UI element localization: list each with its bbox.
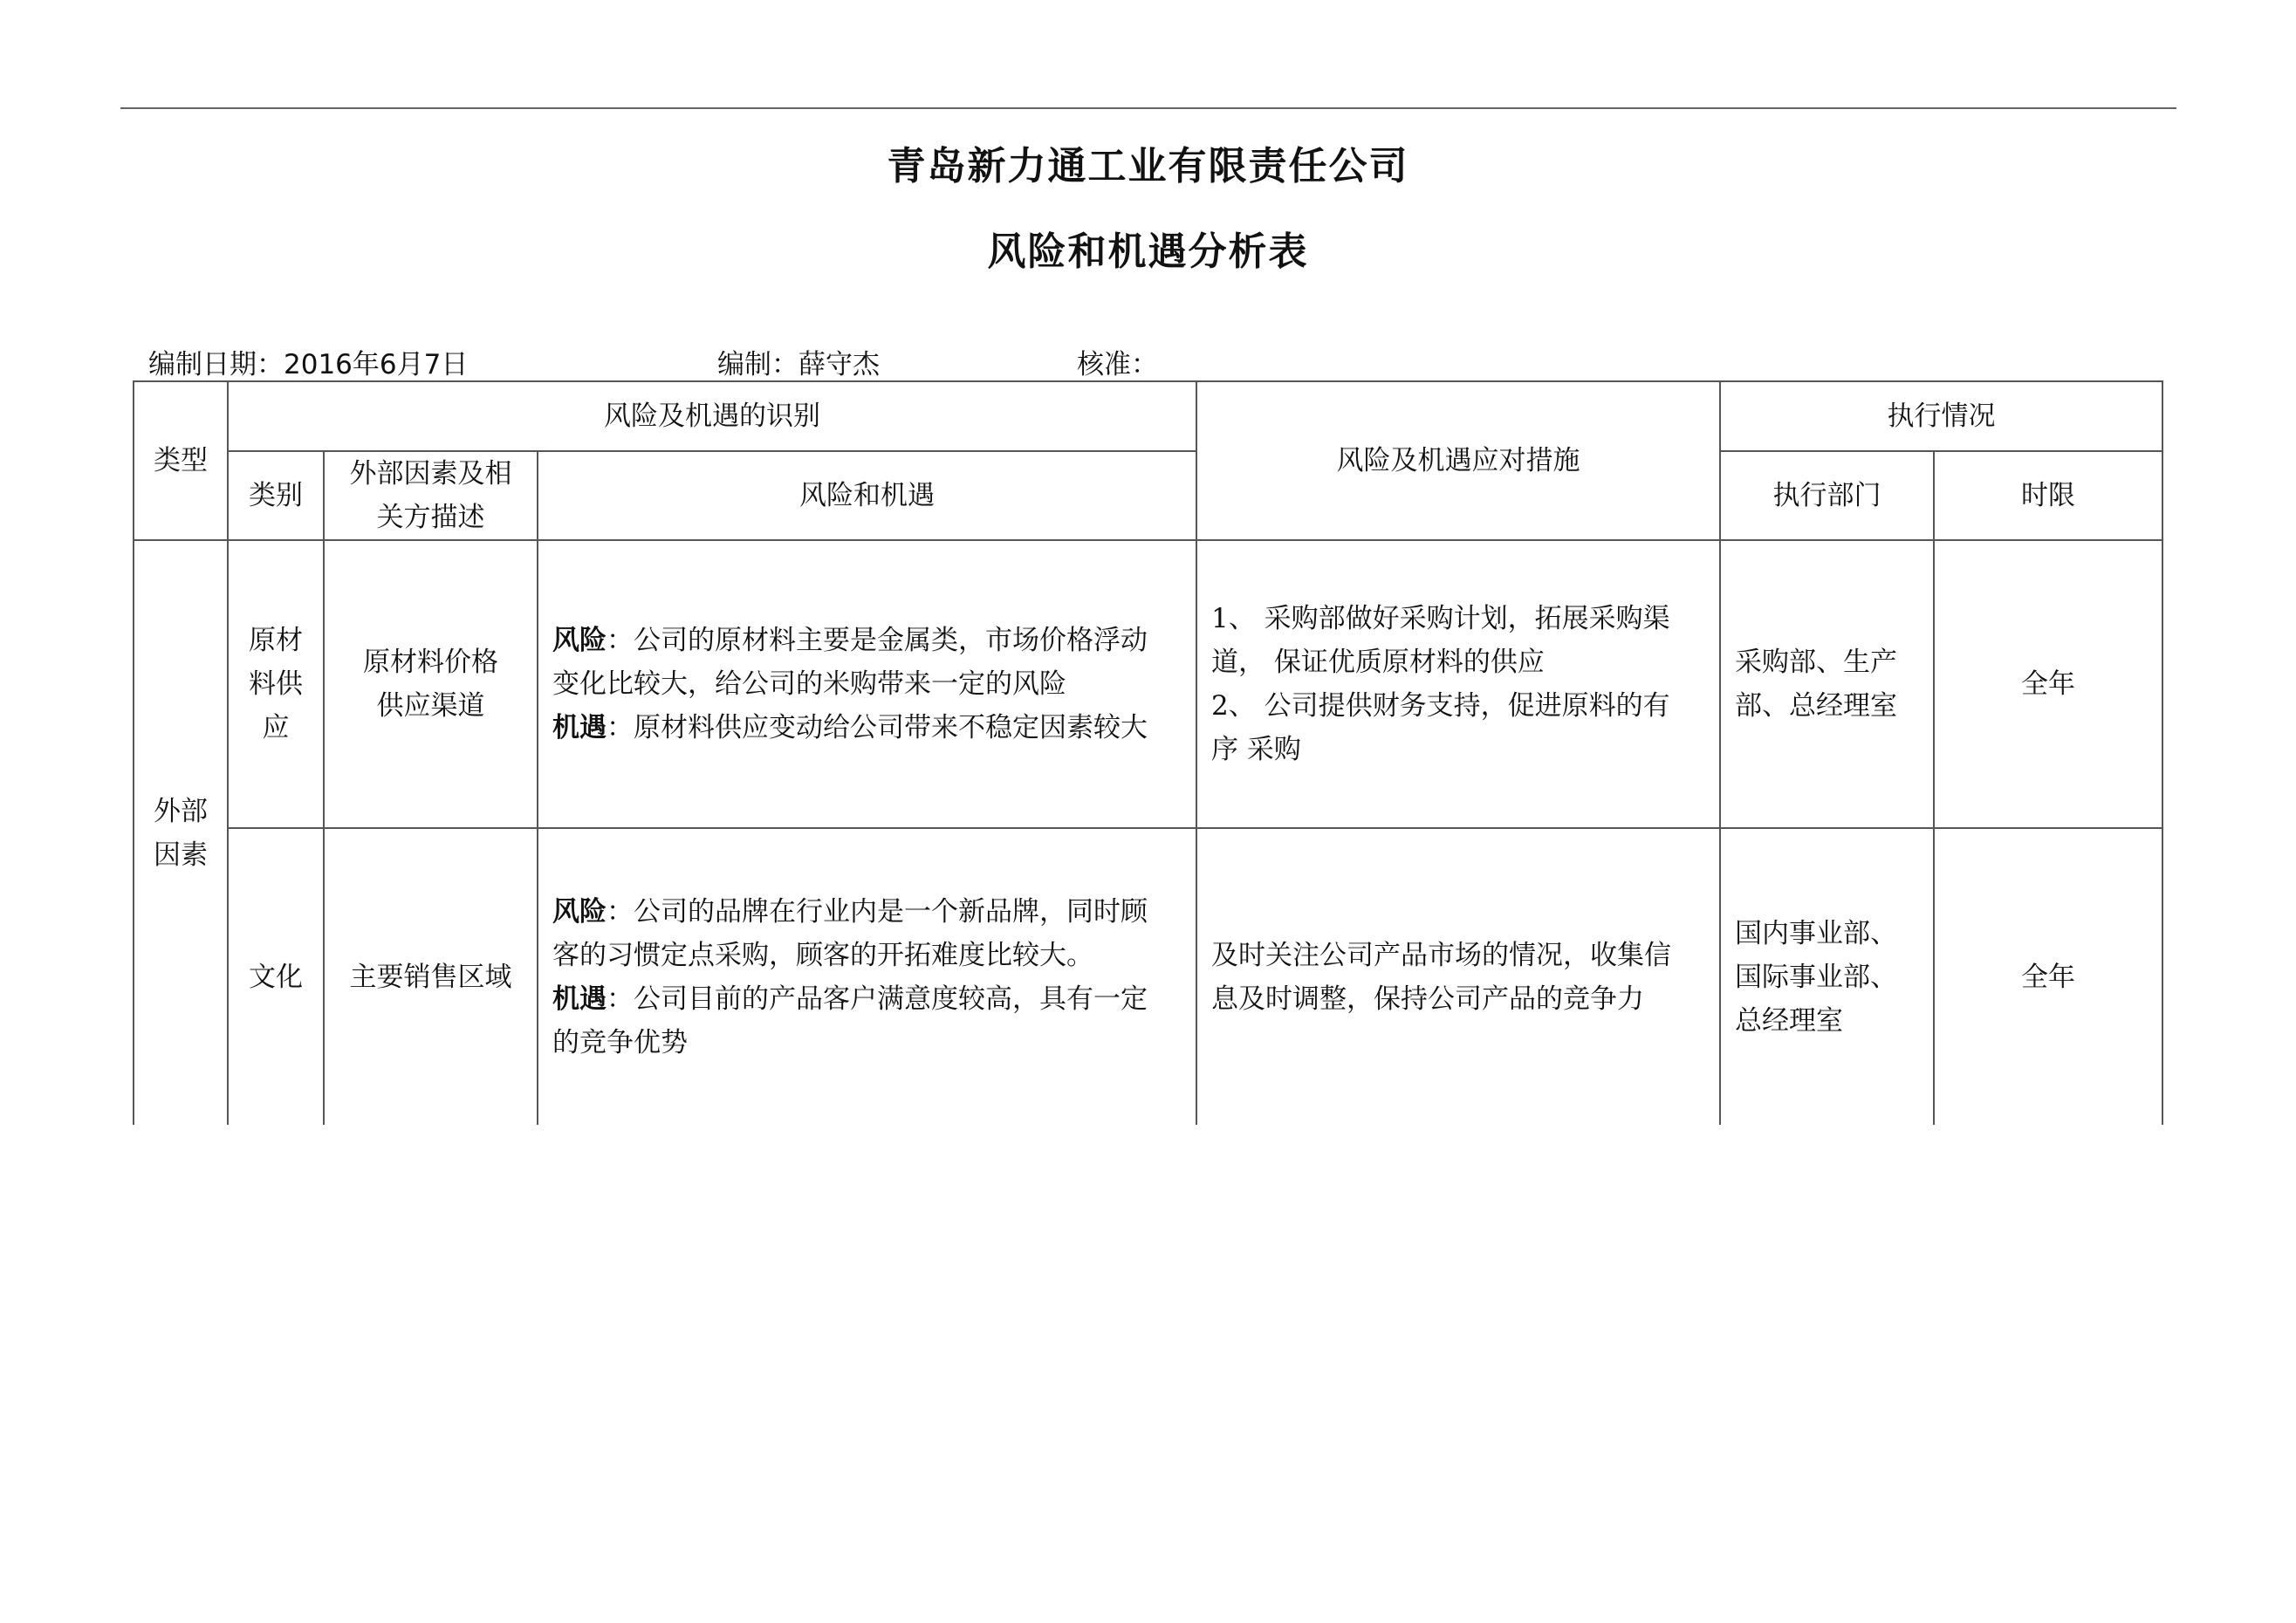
risk-text: ：公司的品牌在行业内是一个新品牌，同时顾 — [607, 895, 1148, 928]
top-rule — [120, 107, 2176, 109]
measures-cell — [1196, 540, 1720, 828]
risk-label: 风险 — [552, 895, 607, 928]
opportunity-label: 机遇 — [552, 712, 607, 743]
department-line: 国内事业部、 — [1735, 917, 1898, 949]
measure-line: 及时关注公司产品市场的情况，收集信 — [1211, 939, 1672, 971]
compile-date: 编制日期：2016年6月7日 — [148, 349, 469, 380]
opportunity-label: 机遇 — [552, 983, 607, 1015]
deadline-cell: 全年 — [1934, 540, 2162, 828]
category-line: 原材 — [249, 625, 303, 656]
department-cell — [1720, 540, 1934, 828]
header-department: 执行部门 — [1720, 451, 1934, 540]
measure-line: 2、 公司提供财务支持，促进原料的有 — [1211, 690, 1670, 722]
header-execution: 执行情况 — [1720, 381, 2162, 451]
measures-cell — [1196, 828, 1720, 1125]
department-line: 采购部、生产 — [1735, 647, 1898, 678]
external-line: 供应渠道 — [376, 690, 485, 722]
type-line: 因素 — [154, 839, 208, 871]
header-external-line: 外部因素及相 — [349, 458, 512, 490]
header-deadline: 时限 — [1934, 451, 2162, 540]
type-cell — [134, 540, 228, 1125]
header-external-factors — [324, 451, 538, 540]
measure-line: 1、 采购部做好采购计划，拓展采购渠 — [1211, 603, 1670, 634]
approver: 核准： — [1077, 349, 1158, 380]
header-risk-opportunity: 风险和机遇 — [538, 451, 1196, 540]
opportunity-text: 的竞争优势 — [552, 1026, 688, 1058]
category-line: 文化 — [249, 961, 303, 993]
header-external-line: 关方描述 — [376, 502, 485, 533]
risk-text: ：公司的原材料主要是金属类，市场价格浮动 — [607, 625, 1148, 656]
department-line: 总经理室 — [1735, 1004, 1844, 1037]
risk-opportunity-cell — [538, 540, 1196, 828]
measure-line: 息及时调整，保持公司产品的竞争力 — [1211, 983, 1645, 1015]
header-measures: 风险及机遇应对措施 — [1196, 381, 1720, 540]
compiler: 编制：薛守杰 — [717, 349, 880, 380]
opportunity-text: ：公司目前的产品客户满意度较高，具有一定 — [607, 983, 1148, 1015]
external-cell — [324, 540, 538, 828]
risk-opportunity-cell — [538, 828, 1196, 1125]
department-line: 部、总经理室 — [1735, 690, 1898, 722]
department-cell — [1720, 828, 1934, 1125]
external-line: 主要销售区域 — [349, 961, 512, 993]
risk-opportunity-table — [133, 380, 2163, 1125]
document-title: 风险和机遇分析表 — [987, 229, 1309, 274]
company-title: 青岛新力通工业有限责任公司 — [887, 144, 1409, 188]
category-line: 料供 — [249, 668, 303, 700]
measure-line: 道， 保证优质原材料的供应 — [1211, 647, 1545, 678]
deadline-cell: 全年 — [1934, 828, 2162, 1125]
risk-text: 变化比较大，给公司的米购带来一定的风险 — [552, 668, 1066, 700]
type-line: 外部 — [154, 795, 208, 827]
risk-label: 风险 — [552, 625, 607, 656]
table-row — [134, 540, 2162, 828]
table-row — [134, 828, 2162, 1125]
category-line: 应 — [262, 712, 290, 743]
header-type: 类型 — [134, 381, 228, 540]
measure-line: 序 采购 — [1211, 734, 1301, 765]
header-identification: 风险及机遇的识别 — [228, 381, 1196, 451]
external-line: 原材料价格 — [363, 647, 498, 678]
department-line: 国际事业部、 — [1735, 961, 1898, 993]
external-cell — [324, 828, 538, 1125]
opportunity-text: ：原材料供应变动给公司带来不稳定因素较大 — [607, 712, 1148, 743]
header-category: 类别 — [228, 451, 324, 540]
category-cell — [228, 540, 324, 828]
category-cell — [228, 828, 324, 1125]
risk-text: 客的习惯定点采购，顾客的开拓难度比较大。 — [552, 939, 1093, 971]
